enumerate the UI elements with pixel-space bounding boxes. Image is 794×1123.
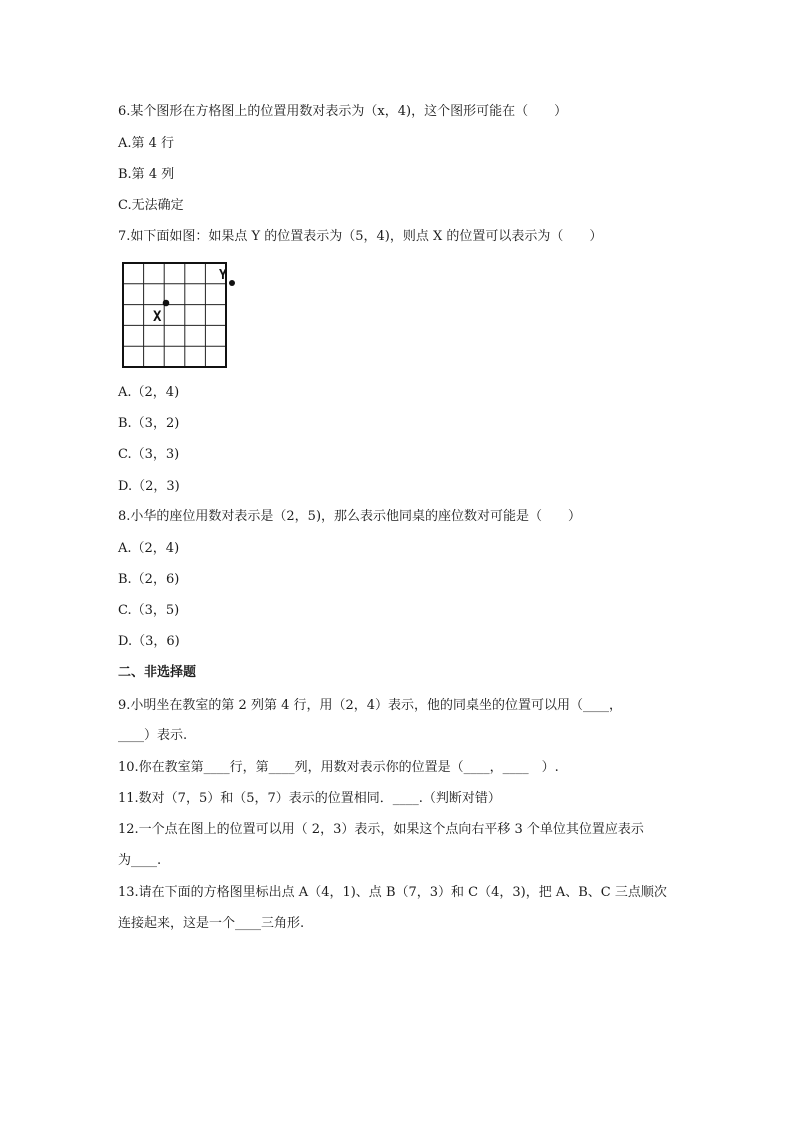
- q8-option-a: A.（2，4): [118, 541, 180, 556]
- label-x: X: [153, 309, 162, 325]
- question-9-line-2: ____）表示.: [118, 728, 188, 743]
- q6-option-c: C.无法确定: [118, 198, 184, 213]
- question-11-text: 11.数对（7，5）和（5，7）表示的位置相同．____.（判断对错）: [118, 791, 501, 806]
- grid-lines: [123, 263, 226, 367]
- q6-option-b: B.第 4 列: [118, 167, 175, 182]
- q6-option-a: A.第 4 行: [118, 136, 175, 151]
- label-y: Y: [219, 268, 227, 283]
- question-13-line-2: 连接起来，这是一个____三角形.: [118, 916, 305, 931]
- section-2-heading: 二、非选择题: [118, 665, 197, 680]
- question-7-text: 7.如下面如图：如果点 Y 的位置表示为（5，4)，则点 X 的位置可以表示为（ ）: [118, 229, 603, 244]
- q7-option-a: A.（2，4): [118, 385, 180, 400]
- question-12-line-1: 12.一个点在图上的位置可以用（ 2，3）表示，如果这个点向右平移 3 个单位其位置应表示: [118, 822, 644, 837]
- q7-option-c: C.（3，3): [118, 447, 180, 462]
- q7-option-b: B.（3，2): [118, 416, 180, 431]
- question-10-text: 10.你在教室第____行，第____列，用数对表示你的位置是（____，____ ）.: [118, 760, 559, 775]
- point-y: [229, 280, 235, 286]
- q8-option-c: C.（3，5): [118, 603, 180, 618]
- grid-figure: [122, 262, 238, 370]
- grid-border: [123, 263, 226, 367]
- question-9-line-1: 9.小明坐在教室的第 2 列第 4 行，用（2，4）表示，他的同桌坐的位置可以用（____，: [118, 698, 623, 713]
- point-x: [163, 300, 170, 307]
- q8-option-d: D.（3，6): [118, 634, 180, 649]
- question-13-line-1: 13.请在下面的方格图里标出点 A（4，1)、点 B（7，3）和 C（4，3)，把 A、B、C 三点顺次: [118, 885, 667, 900]
- question-12-line-2: 为____.: [118, 853, 162, 868]
- question-8-text: 8.小华的座位用数对表示是（2，5)，那么表示他同桌的座位数对可能是（ ）: [118, 509, 582, 524]
- question-6-text: 6.某个图形在方格图上的位置用数对表示为（x，4)，这个图形可能在（ ）: [118, 104, 568, 119]
- q7-option-d: D.（2，3): [118, 479, 180, 494]
- q8-option-b: B.（2，6): [118, 572, 180, 587]
